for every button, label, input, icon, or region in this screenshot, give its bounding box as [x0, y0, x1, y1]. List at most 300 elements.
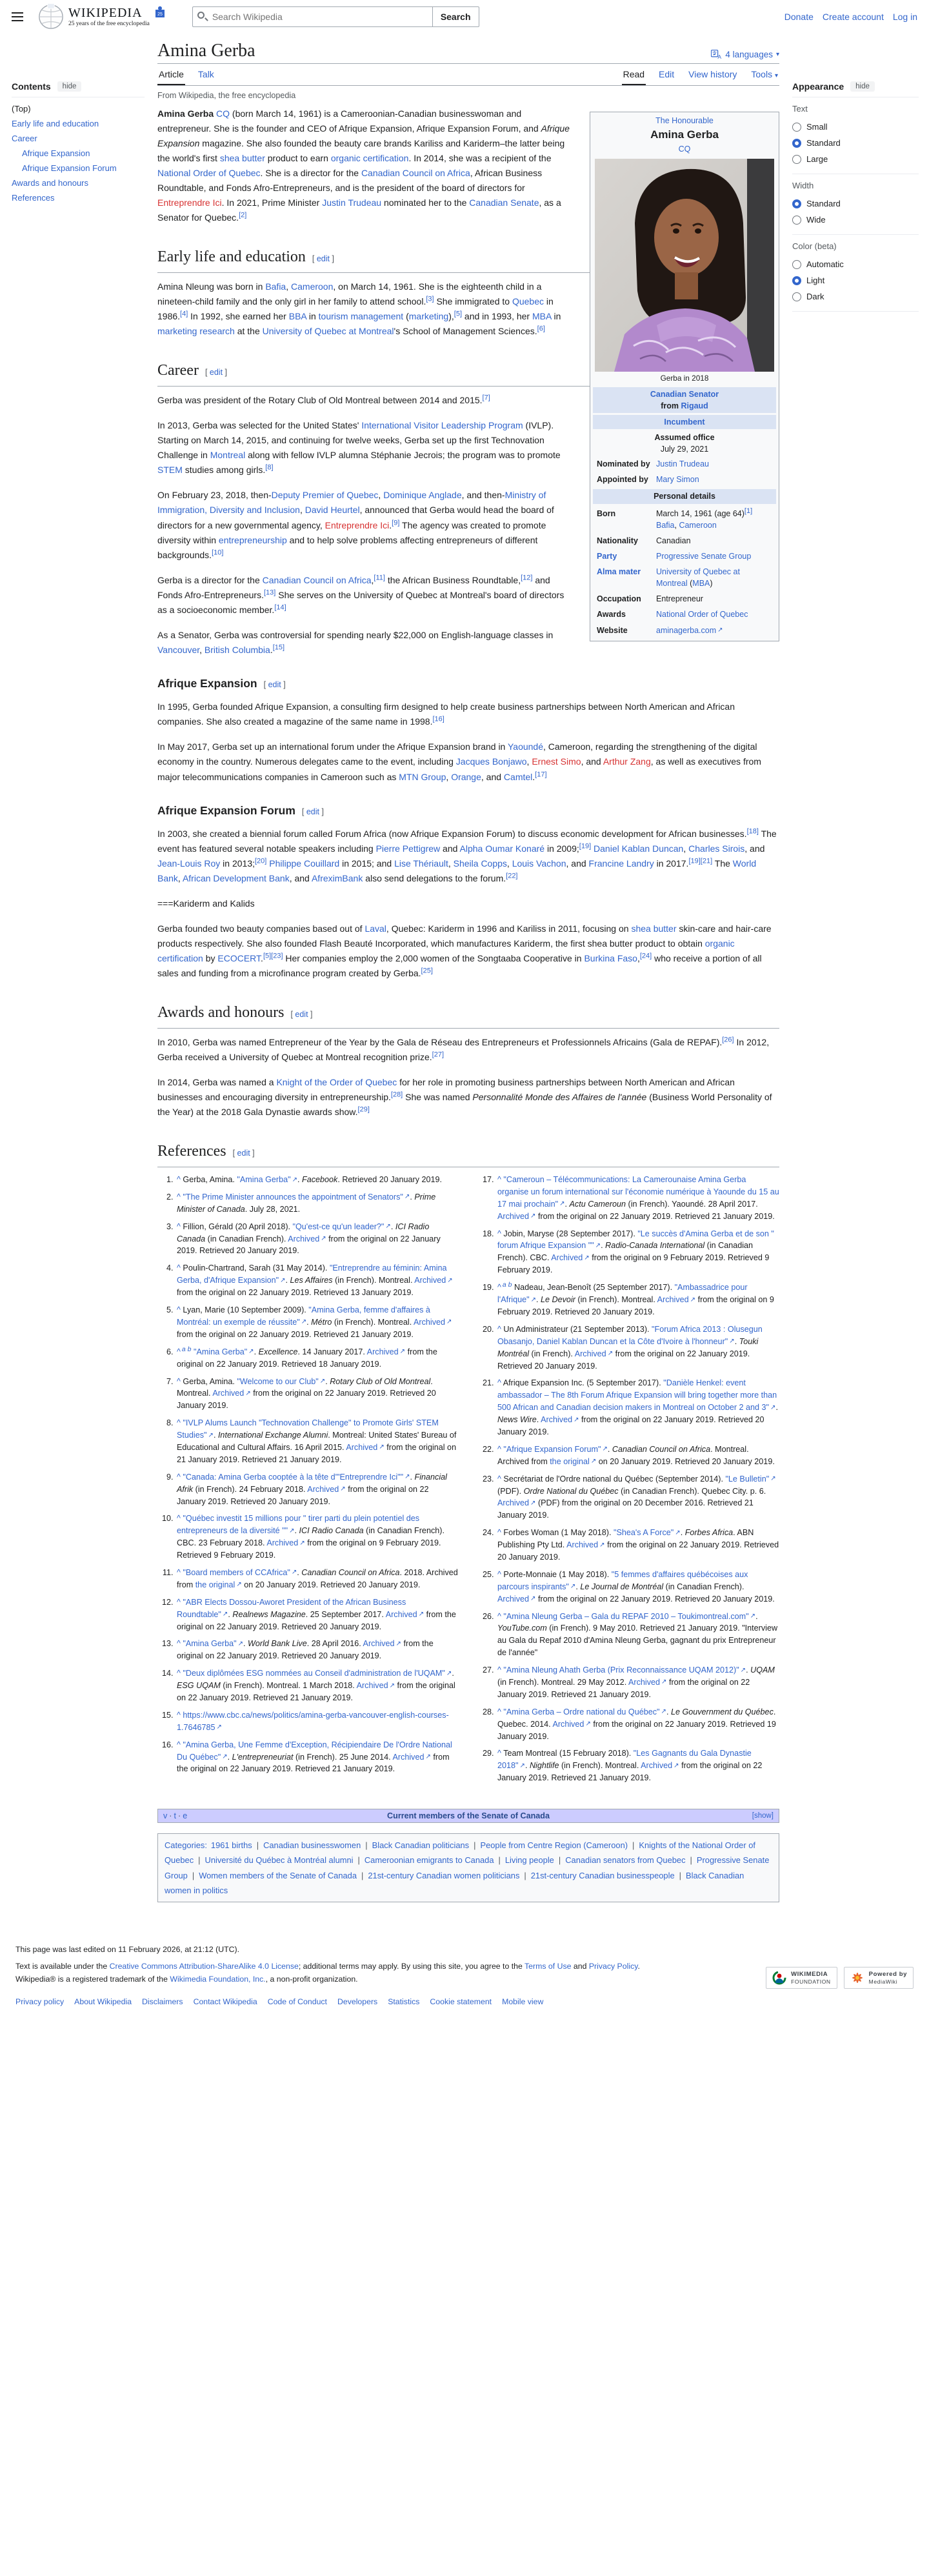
- text: . 25 September 2017.: [305, 1609, 386, 1619]
- edit-section-link[interactable]: edit: [268, 680, 281, 690]
- category-separator: |: [632, 1840, 635, 1851]
- search-input[interactable]: [192, 6, 432, 27]
- external-link[interactable]: "Amina Gerba, femme d'affaires à Montréal: un exemple de réussite" ↗: [177, 1305, 430, 1327]
- appearance-hide-button[interactable]: hide: [850, 81, 875, 92]
- radio-option-automatic[interactable]: [792, 256, 919, 272]
- infobox-row: [593, 533, 776, 548]
- toc-item-label: Career: [12, 134, 37, 143]
- wiki-link[interactable]: Alpha Oumar Konaré: [459, 843, 545, 854]
- navbox-title-link[interactable]: Current members of the Senate of Canada: [387, 1811, 550, 1821]
- infobox-row-value: [656, 625, 772, 636]
- donate-link[interactable]: Donate: [784, 12, 814, 22]
- external-link[interactable]: "Deux diplômées ESG nommées au Conseil d'administration de l'UQAM" ↗: [183, 1669, 452, 1678]
- ref-marker[interactable]: [19][21]: [688, 857, 713, 865]
- category-link[interactable]: Living people: [504, 1855, 554, 1866]
- ref-marker[interactable]: [24]: [639, 952, 652, 960]
- wiki-link[interactable]: ^: [497, 1229, 501, 1238]
- external-link[interactable]: "Le Bulletin" ↗: [725, 1474, 775, 1484]
- ref-backlink[interactable]: a b: [502, 1280, 512, 1289]
- infobox-row: [593, 564, 776, 591]
- ref-marker[interactable]: [6]: [537, 325, 545, 333]
- radio-option-large[interactable]: [792, 151, 919, 167]
- category-link[interactable]: Knights of the National Order of Quebec: [165, 1840, 755, 1866]
- external-link[interactable]: Archived ↗: [386, 1610, 424, 1619]
- category-separator: |: [198, 1855, 201, 1866]
- ref-marker[interactable]: [19]: [579, 841, 592, 850]
- external-link[interactable]: Archived ↗: [552, 1720, 590, 1729]
- wiki-link[interactable]: ^: [497, 1665, 501, 1675]
- external-link[interactable]: "Amina Gerba – Ordre national du Québec" ↗: [503, 1707, 666, 1716]
- wiki-link[interactable]: MBA: [532, 311, 552, 322]
- toc-item-awards-and-honours[interactable]: [12, 176, 145, 190]
- external-link[interactable]: Archived ↗: [497, 1595, 535, 1604]
- category-link[interactable]: Women members of the Senate of Canada: [199, 1870, 357, 1880]
- toc-item-career[interactable]: [12, 131, 145, 146]
- external-link[interactable]: "5 femmes d'affaires québécoises aux parcours inspirants" ↗: [497, 1570, 748, 1591]
- toc-item-afrique-expansion[interactable]: [12, 146, 145, 161]
- external-link[interactable]: "Amina Gerba" ↗: [183, 1639, 243, 1648]
- category-link[interactable]: 1961 births: [210, 1840, 252, 1851]
- ref-marker[interactable]: [1]: [744, 507, 753, 515]
- category-link[interactable]: Cameroonian emigrants to Canada: [364, 1855, 494, 1866]
- wiki-link[interactable]: ^: [177, 1263, 181, 1273]
- wiki-link[interactable]: ^: [497, 1378, 501, 1388]
- external-link[interactable]: "Ambassadrice pour l'Afrique" ↗: [497, 1283, 748, 1304]
- wiki-link[interactable]: ^: [497, 1444, 501, 1454]
- chevron-down-icon: ▾: [775, 50, 779, 58]
- external-link[interactable]: "Board members of CCAfrica" ↗: [183, 1568, 297, 1577]
- ref-marker[interactable]: [18]: [746, 827, 759, 835]
- red-link[interactable]: Entreprendre Ici: [157, 197, 222, 208]
- external-link[interactable]: "Québec investit 15 millions pour " tirer parti du plein potentiel des entrepreneurs de la diversité "" ↗: [177, 1514, 419, 1535]
- wiki-link[interactable]: organic certification: [157, 938, 735, 964]
- wiki-link[interactable]: Pierre Pettigrew: [375, 843, 441, 854]
- svg-text:25: 25: [157, 12, 163, 17]
- external-link[interactable]: "Le succès d'Amina Gerba et de son " forum Afrique Expansion "" ↗: [497, 1229, 774, 1251]
- ref-marker[interactable]: [28]: [390, 1091, 403, 1099]
- wiki-link[interactable]: ^: [177, 1192, 181, 1202]
- infobox: [590, 112, 779, 641]
- wiki-link[interactable]: Bafia: [656, 520, 675, 530]
- external-link[interactable]: Archived ↗: [497, 1498, 535, 1507]
- radio-option-light[interactable]: [792, 272, 919, 288]
- toc-item-early-life-and-education[interactable]: [12, 116, 145, 131]
- wiki-link[interactable]: ^: [497, 1569, 501, 1579]
- edit-section-link[interactable]: edit: [209, 368, 223, 377]
- create-account-link[interactable]: Create account: [822, 12, 884, 22]
- wiki-link[interactable]: ^: [177, 1347, 181, 1356]
- external-link[interactable]: "Amina Nleung Gerba – Gala du REPAF 2010 – Toukimontreal.com" ↗: [503, 1612, 755, 1621]
- wiki-link[interactable]: Creative Commons Attribution-ShareAlike 4.0 License: [109, 1961, 299, 1971]
- wiki-link[interactable]: Camtel: [503, 771, 533, 782]
- wiki-link[interactable]: University of Quebec at Montreal: [656, 567, 740, 589]
- text: from the original on 22 January 2019. Retrieved 21 January 2019.: [177, 1681, 455, 1702]
- ref-marker[interactable]: [3]: [426, 295, 434, 303]
- infobox-row-label[interactable]: Party: [597, 551, 617, 561]
- office-link[interactable]: Canadian Senator: [650, 389, 719, 399]
- external-link[interactable]: "The Prime Minister announces the appointment of Senators" ↗: [183, 1192, 410, 1202]
- wiki-link[interactable]: Progressive Senate Group: [656, 551, 752, 561]
- ref-marker[interactable]: [14]: [274, 603, 286, 612]
- wiki-link[interactable]: Sheila Copps: [453, 858, 507, 869]
- external-link[interactable]: "Les Gagnants du Gala Dynastie 2018" ↗: [497, 1749, 752, 1770]
- wiki-link[interactable]: shea butter: [631, 923, 677, 934]
- radio-option-standard[interactable]: [792, 196, 919, 212]
- wiki-link[interactable]: ^: [177, 1669, 181, 1678]
- wiki-link[interactable]: ^: [497, 1324, 501, 1334]
- wiki-link[interactable]: ^: [497, 1749, 501, 1758]
- italic-text: Nightlife: [529, 1761, 559, 1771]
- text: ,: [448, 858, 454, 869]
- wiki-link[interactable]: Mary Simon: [656, 475, 699, 485]
- ref-marker[interactable]: [16]: [432, 715, 445, 723]
- text: . Montreal. Archived from: [497, 1444, 749, 1466]
- wiki-link[interactable]: Francine Landry: [588, 858, 654, 869]
- wiki-link[interactable]: Knight of the Order of Quebec: [276, 1077, 397, 1088]
- references-column-right: [478, 1174, 779, 1789]
- navbox-show-button[interactable]: [show]: [752, 1812, 774, 1820]
- external-link[interactable]: Archived ↗: [288, 1234, 326, 1243]
- wiki-link[interactable]: Orange: [451, 771, 481, 782]
- category-link[interactable]: People from Centre Region (Cameroon): [480, 1840, 628, 1851]
- external-link[interactable]: "Welcome to our Club" ↗: [237, 1377, 325, 1386]
- tab-article[interactable]: Article: [157, 64, 185, 85]
- wiki-link[interactable]: David Heurtel: [305, 505, 360, 516]
- wiki-link[interactable]: ECOCERT: [217, 953, 261, 964]
- external-link[interactable]: Archived ↗: [566, 1540, 604, 1549]
- wiki-link[interactable]: Wikimedia Foundation, Inc.: [170, 1974, 266, 1984]
- wiki-link[interactable]: MTN Group: [399, 771, 446, 782]
- wiki-link[interactable]: National Order of Quebec: [656, 610, 748, 619]
- edit-section-link[interactable]: edit: [237, 1149, 250, 1158]
- category-link[interactable]: Black Canadian women in politics: [165, 1870, 744, 1895]
- wiki-link[interactable]: World Bank: [157, 858, 757, 883]
- category-link[interactable]: 21st-century Canadian businesspeople: [530, 1870, 675, 1880]
- ref-marker[interactable]: [8]: [265, 463, 274, 472]
- external-link[interactable]: aminagerba.com ↗: [656, 626, 723, 635]
- italic-text: Forbes Africa: [684, 1528, 734, 1538]
- postnominal-link[interactable]: CQ: [678, 145, 691, 154]
- wiki-link[interactable]: ^: [177, 1597, 181, 1607]
- user-links: [784, 12, 917, 22]
- external-link[interactable]: "Canada: Amina Gerba cooptée à la tête d'"Entreprendre Ici"" ↗: [183, 1473, 410, 1482]
- footer-link-about-wikipedia[interactable]: About Wikipedia: [74, 1997, 132, 2007]
- external-link[interactable]: Archived ↗: [357, 1681, 395, 1690]
- text: . 2018. Archived from: [177, 1567, 458, 1589]
- ref-marker[interactable]: [4]: [180, 310, 188, 318]
- wiki-link[interactable]: STEM: [157, 465, 183, 476]
- wiki-link[interactable]: shea butter: [219, 152, 265, 163]
- ref-marker[interactable]: [25]: [421, 967, 433, 975]
- text: As a Senator, Gerba was controversial for spending nearly $22,000 on English-language classes in: [157, 630, 554, 641]
- tools-menu[interactable]: Tools ▾: [751, 68, 778, 79]
- wiki-link[interactable]: marketing research: [157, 326, 235, 337]
- toc-item--top-[interactable]: [12, 101, 145, 116]
- external-link[interactable]: Archived ↗: [497, 1212, 535, 1221]
- ref-marker[interactable]: [2]: [239, 211, 247, 219]
- external-link[interactable]: "Amina Gerba, Une Femme d'Exception, Récipiendaire De l'Ordre National Du Québec" ↗: [177, 1740, 452, 1762]
- external-link[interactable]: "Shea's A Force" ↗: [614, 1528, 681, 1537]
- text: March 14, 1961 (age 64): [656, 508, 744, 518]
- category-separator: |: [365, 1840, 368, 1851]
- wiki-link[interactable]: Bafia: [265, 281, 286, 292]
- external-link[interactable]: "Danièle Henkel: event ambassador – The 8th Forum Afrique Expansion will bring together more than 500 African and Canadian decision makers in Montreal on October 2 and 3" ↗: [497, 1378, 777, 1412]
- wiki-link[interactable]: ^: [177, 1567, 181, 1577]
- external-link[interactable]: Archived ↗: [541, 1415, 579, 1424]
- wiki-link[interactable]: Burkina Faso: [584, 953, 637, 964]
- categories-link[interactable]: Categories:: [165, 1840, 207, 1851]
- category-link[interactable]: Black Canadian politicians: [372, 1840, 470, 1851]
- external-link[interactable]: https://www.cbc.ca/news/politics/amina-gerba-vancouver-english-courses-1.7646785 ↗: [177, 1711, 449, 1732]
- appearance-group: [792, 235, 919, 312]
- external-link[interactable]: Archived ↗: [628, 1678, 666, 1687]
- wiki-link[interactable]: Terms of Use: [524, 1961, 572, 1971]
- external-link[interactable]: Archived ↗: [414, 1276, 452, 1285]
- wikimedia-foundation-badge[interactable]: WIKIMEDIA FOUNDATION: [766, 1967, 837, 1989]
- text: In 2013, Gerba was selected for the United States': [157, 420, 362, 430]
- red-link[interactable]: Arthur Zang: [603, 756, 651, 767]
- search-button[interactable]: Search: [432, 6, 479, 27]
- ref-marker[interactable]: [17]: [535, 770, 547, 778]
- wiki-link[interactable]: Justin Trudeau: [656, 459, 709, 469]
- ref-backlink[interactable]: a b: [181, 1345, 192, 1353]
- wiki-link[interactable]: AfreximBank: [311, 872, 363, 883]
- ref-marker[interactable]: [12]: [521, 574, 533, 582]
- external-link[interactable]: "ABR Elects Dossou-Aworet President of the African Business Roundtable" ↗: [177, 1598, 406, 1619]
- wiki-link[interactable]: Yaoundé: [507, 741, 543, 752]
- wiki-link[interactable]: University of Quebec at Montreal: [262, 326, 394, 337]
- wiki-link[interactable]: Dominique Anglade: [383, 490, 462, 501]
- ref-marker[interactable]: [29]: [357, 1105, 370, 1114]
- wiki-link[interactable]: Montreal: [210, 450, 246, 461]
- external-link[interactable]: "IVLP Alums Launch "Technovation Challenge" to Promote Girls' STEM Studies" ↗: [177, 1418, 439, 1440]
- wiki-link[interactable]: ^: [177, 1175, 181, 1185]
- footer-link-contact-wikipedia[interactable]: Contact Wikipedia: [193, 1997, 257, 2007]
- external-link[interactable]: "Forum Africa 2013 : Olusegun Obasanjo, Daniel Kablan Duncan et la Côte d'Ivoire à l'honneur" ↗: [497, 1325, 763, 1346]
- ref-marker[interactable]: [11]: [374, 574, 385, 582]
- edit-section-link[interactable]: edit: [316, 254, 330, 264]
- ref-marker[interactable]: [5][23]: [263, 952, 283, 960]
- infobox-row-label: Nationality: [597, 536, 638, 545]
- wiki-link[interactable]: marketing: [408, 311, 449, 322]
- footer-link-mobile-view[interactable]: Mobile view: [502, 1997, 544, 2007]
- wiki-link[interactable]: African Development Bank: [182, 872, 290, 883]
- wiki-link[interactable]: ^: [497, 1611, 501, 1621]
- tab-read[interactable]: Read: [622, 64, 646, 85]
- external-link[interactable]: Archived ↗: [363, 1639, 401, 1648]
- reference-item: [496, 1174, 779, 1223]
- wiki-link[interactable]: MBA: [692, 579, 710, 589]
- ref-marker[interactable]: [10]: [212, 548, 224, 557]
- radio-option-small[interactable]: [792, 119, 919, 135]
- italic-text: Personnalité Monde des Affaires de l'année: [472, 1092, 647, 1103]
- languages-button[interactable]: [711, 50, 779, 62]
- wiki-link[interactable]: Charles Sirois: [688, 843, 745, 854]
- wiki-link[interactable]: ^: [497, 1474, 501, 1484]
- text: . In 2014, she was a recipient of the: [408, 152, 552, 163]
- external-link[interactable]: Archived ↗: [212, 1389, 250, 1398]
- external-link[interactable]: Archived ↗: [367, 1347, 405, 1356]
- office-place-link[interactable]: Rigaud: [681, 401, 708, 410]
- category-link[interactable]: Université du Québec à Montréal alumni: [205, 1855, 354, 1866]
- wiki-link[interactable]: Philippe Couillard: [269, 858, 340, 869]
- wiki-link[interactable]: Jacques Bonjawo: [455, 756, 527, 767]
- wiki-link[interactable]: Deputy Premier of Quebec: [271, 490, 379, 501]
- mediawiki-badge[interactable]: Powered by MediaWiki: [844, 1967, 914, 1989]
- wiki-link[interactable]: Lise Thériault: [394, 858, 448, 869]
- category-link[interactable]: Canadian businesswomen: [263, 1840, 361, 1851]
- footer-link-cookie-statement[interactable]: Cookie statement: [430, 1997, 492, 2007]
- wiki-link[interactable]: ^: [177, 1472, 181, 1482]
- text: for her role in promoting business partnerships between North American and African businesses and encouraging diversity in entrepreneurship.: [157, 1077, 735, 1103]
- footer-link-statistics[interactable]: Statistics: [388, 1997, 420, 2007]
- wiki-link[interactable]: ^: [177, 1376, 181, 1386]
- ref-marker[interactable]: [26]: [722, 1036, 734, 1044]
- wiki-link[interactable]: organic certification: [330, 152, 409, 163]
- category-link[interactable]: Canadian senators from Quebec: [565, 1855, 686, 1866]
- infobox-row-label[interactable]: Alma mater: [597, 567, 641, 577]
- red-link[interactable]: Entreprendre Ici: [325, 519, 390, 530]
- wiki-link[interactable]: International Visitor Leadership Program: [361, 420, 523, 430]
- edit-section-link[interactable]: edit: [295, 1010, 308, 1020]
- wiki-link[interactable]: BBA: [288, 311, 306, 322]
- ref-marker[interactable]: [27]: [432, 1051, 445, 1059]
- text: , and: [566, 858, 589, 869]
- ref-marker[interactable]: [9]: [392, 518, 400, 527]
- ref-marker[interactable]: [7]: [482, 394, 490, 402]
- wiki-link[interactable]: Cameroon: [291, 281, 334, 292]
- incumbent-link[interactable]: Incumbent: [664, 417, 705, 427]
- external-link[interactable]: Archived ↗: [641, 1761, 679, 1770]
- external-link[interactable]: the original ↗: [195, 1580, 242, 1589]
- wiki-link[interactable]: Jean-Louis Roy: [157, 858, 221, 869]
- footer-link-code-of-conduct[interactable]: Code of Conduct: [267, 1997, 327, 2007]
- external-link[interactable]: Archived ↗: [307, 1485, 345, 1494]
- wiki-link[interactable]: CQ: [216, 108, 230, 119]
- reference-item: [175, 1174, 459, 1186]
- external-link[interactable]: "Afrique Expansion Forum" ↗: [503, 1445, 608, 1454]
- ref-marker[interactable]: [20]: [255, 857, 267, 865]
- navbox-e-link[interactable]: e: [183, 1811, 188, 1821]
- edit-section-link[interactable]: edit: [306, 807, 320, 816]
- external-link[interactable]: Archived ↗: [392, 1753, 430, 1762]
- toc-item-afrique-expansion-forum[interactable]: [12, 161, 145, 176]
- wiki-link[interactable]: ^: [177, 1418, 181, 1428]
- text: , and: [289, 872, 312, 883]
- toc-item-references[interactable]: [12, 190, 145, 205]
- wiki-link[interactable]: Laval: [365, 923, 386, 934]
- tab-talk[interactable]: Talk: [197, 68, 214, 79]
- wiki-link[interactable]: Daniel Kablan Duncan: [594, 843, 684, 854]
- text: She serves on the University of Quebec at Montreal's board of directors as a socioeconomic member.: [157, 589, 564, 616]
- wiki-link[interactable]: Quebec: [512, 296, 544, 307]
- footer-link-disclaimers[interactable]: Disclaimers: [142, 1997, 183, 2007]
- radio-option-standard[interactable]: [792, 135, 919, 151]
- wiki-link[interactable]: Ministry of Immigration, Diversity and Inclusion: [157, 490, 546, 516]
- login-link[interactable]: Log in: [892, 12, 917, 22]
- external-link[interactable]: the original ↗: [550, 1457, 596, 1466]
- wiki-link[interactable]: entrepreneurship: [218, 534, 287, 545]
- tab-view-history[interactable]: View history: [688, 68, 737, 79]
- external-link[interactable]: "Entreprendre au féminin: Amina Gerba, d'Afrique Expansion" ↗: [177, 1263, 447, 1285]
- italic-text: Realnews Magazine: [232, 1609, 306, 1619]
- wiki-link[interactable]: tourism management: [318, 311, 404, 322]
- wiki-link[interactable]: ^: [177, 1305, 181, 1315]
- external-link[interactable]: Archived ↗: [346, 1443, 384, 1452]
- italic-text: YouTube.com: [497, 1624, 547, 1633]
- radio-option-wide[interactable]: [792, 212, 919, 228]
- wiki-link[interactable]: ^: [177, 1639, 181, 1649]
- external-link[interactable]: Archived ↗: [657, 1295, 695, 1304]
- hamburger-menu-icon[interactable]: [6, 6, 28, 28]
- reference-item: [175, 1471, 459, 1508]
- external-link[interactable]: "Cameroun – Télécommunications: La Camerounaise Amina Gerba organise un forum international sur l'économie numérique à Yaounde du 15 au 17 mai prochain" ↗: [497, 1175, 779, 1209]
- site-subtitle: From Wikipedia, the free encyclopedia: [157, 90, 296, 100]
- wiki-link[interactable]: ^: [177, 1710, 181, 1720]
- wiki-link[interactable]: Canadian Council on Africa: [361, 167, 470, 178]
- ref-marker[interactable]: [15]: [272, 643, 285, 652]
- external-link[interactable]: "Amina Nleung Ahath Gerba (Prix Reconnaissance UQAM 2012)" ↗: [503, 1665, 746, 1675]
- toc-item-label: Awards and honours: [12, 178, 89, 188]
- external-link[interactable]: Archived ↗: [575, 1349, 613, 1358]
- wikipedia-logo[interactable]: [37, 3, 166, 30]
- wiki-link[interactable]: ^: [497, 1528, 501, 1538]
- red-link[interactable]: Ernest Simo: [532, 756, 581, 767]
- footer-link-developers[interactable]: Developers: [337, 1997, 378, 2007]
- wiki-link[interactable]: ^: [177, 1740, 181, 1749]
- external-link[interactable]: "Qu'est-ce qu'un leader?" ↗: [293, 1222, 391, 1231]
- toc-hide-button[interactable]: hide: [57, 81, 82, 92]
- footer-link-privacy-policy[interactable]: Privacy policy: [15, 1997, 65, 2007]
- wiki-link[interactable]: Canadian Council on Africa: [262, 574, 372, 585]
- wiki-link[interactable]: Canadian Senate: [469, 197, 539, 208]
- external-link[interactable]: "Amina Gerba" ↗: [237, 1175, 297, 1184]
- navbox-t-link[interactable]: t: [174, 1811, 176, 1821]
- text: from the original on 9 February 2019. Retrieved 9 February 2019.: [177, 1538, 441, 1560]
- category-link[interactable]: 21st-century Canadian women politicians: [368, 1870, 520, 1880]
- wiki-link[interactable]: Cameroon: [679, 520, 717, 530]
- external-link[interactable]: Archived ↗: [266, 1538, 305, 1547]
- wiki-link[interactable]: ^: [497, 1707, 501, 1716]
- wiki-link[interactable]: Vancouver: [157, 645, 200, 656]
- tab-edit[interactable]: Edit: [659, 68, 675, 79]
- wiki-link[interactable]: Privacy Policy: [588, 1961, 638, 1971]
- text: .: [243, 1639, 248, 1649]
- ref-marker[interactable]: [5]: [454, 310, 463, 318]
- ref-marker[interactable]: [22]: [506, 872, 518, 880]
- wiki-link[interactable]: ^: [177, 1222, 181, 1231]
- external-link[interactable]: Archived ↗: [414, 1318, 452, 1327]
- radio-option-dark[interactable]: [792, 288, 919, 305]
- wiki-link[interactable]: Louis Vachon: [512, 858, 566, 869]
- external-link[interactable]: "Amina Gerba" ↗: [194, 1347, 254, 1356]
- navbox-v-link[interactable]: v: [163, 1811, 168, 1821]
- wiki-link[interactable]: Justin Trudeau: [322, 197, 382, 208]
- svg-text:A: A: [717, 53, 722, 59]
- wiki-link[interactable]: ^: [497, 1283, 501, 1293]
- external-link[interactable]: Archived ↗: [551, 1253, 589, 1262]
- wiki-link[interactable]: ^: [497, 1175, 501, 1185]
- text: in 2013;: [220, 858, 255, 869]
- wiki-link[interactable]: ^: [177, 1514, 181, 1524]
- ref-marker[interactable]: [13]: [263, 589, 276, 597]
- appearance-group-title: Text: [792, 104, 808, 114]
- text: Her companies employ the 2,000 women of the Songtaaba Cooperative in: [283, 953, 584, 964]
- wiki-link[interactable]: British Columbia: [204, 645, 270, 656]
- category-link[interactable]: Progressive Senate Group: [165, 1855, 770, 1880]
- honorific-link[interactable]: The Honourable: [655, 116, 714, 125]
- wiki-link[interactable]: National Order of Quebec: [157, 167, 261, 178]
